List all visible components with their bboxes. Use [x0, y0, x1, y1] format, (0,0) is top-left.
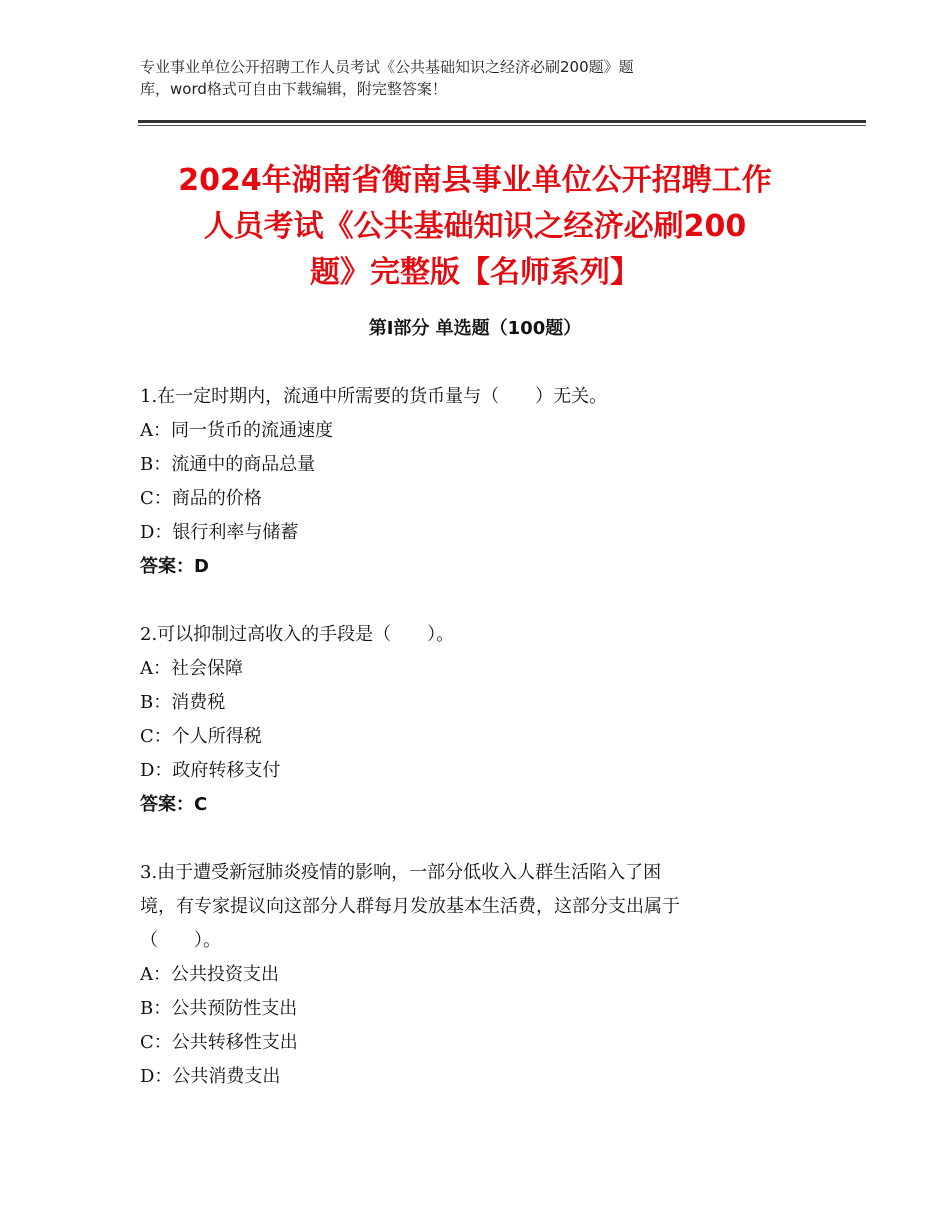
option-d: D：政府转移支付	[140, 760, 281, 781]
question-1	[140, 380, 800, 584]
question-stem-line-1: 3.由于遭受新冠肺炎疫情的影响，一部分低收入人群生活陷入了困	[140, 862, 662, 883]
question-stem-line-3: （ ）。	[140, 930, 221, 951]
option-b: B：流通中的商品总量	[140, 454, 316, 475]
option-b: B：消费税	[140, 692, 226, 713]
document-title	[130, 158, 820, 296]
question-3	[140, 856, 800, 1094]
header-line-1: 专业事业单位公开招聘工作人员考试《公共基础知识之经济必刷200题》题	[140, 58, 634, 76]
header-line-2: 库，word格式可自由下载编辑，附完整答案！	[140, 80, 447, 98]
option-c: C：商品的价格	[140, 488, 262, 509]
title-line-2: 人员考试《公共基础知识之经济必刷200	[203, 209, 747, 244]
question-stem-line-2: 境，有专家提议向这部分人群每月发放基本生活费，这部分支出属于	[140, 896, 680, 917]
option-c: C：个人所得税	[140, 726, 262, 747]
option-d: D：银行利率与储蓄	[140, 522, 299, 543]
answer: 答案：C	[140, 794, 208, 815]
section-heading: 第I部分 单选题（100题）	[368, 318, 582, 339]
title-line-3: 题》完整版【名师系列】	[310, 255, 640, 290]
title-line-1: 2024年湖南省衡南县事业单位公开招聘工作	[178, 163, 772, 198]
option-a: A：公共投资支出	[140, 964, 279, 985]
question-stem: 2.可以抑制过高收入的手段是（ ）。	[140, 624, 455, 645]
question-stem: 1.在一定时期内，流通中所需要的货币量与（ ）无关。	[140, 386, 608, 407]
document-header	[140, 56, 820, 100]
header-divider-thin	[138, 125, 866, 126]
option-d: D：公共消费支出	[140, 1066, 281, 1087]
option-c: C：公共转移性支出	[140, 1032, 298, 1053]
header-divider-thick	[138, 120, 866, 123]
option-a: A：同一货币的流通速度	[140, 420, 333, 441]
option-b: B：公共预防性支出	[140, 998, 298, 1019]
option-a: A：社会保障	[140, 658, 243, 679]
answer: 答案：D	[140, 556, 209, 577]
question-2	[140, 618, 800, 822]
